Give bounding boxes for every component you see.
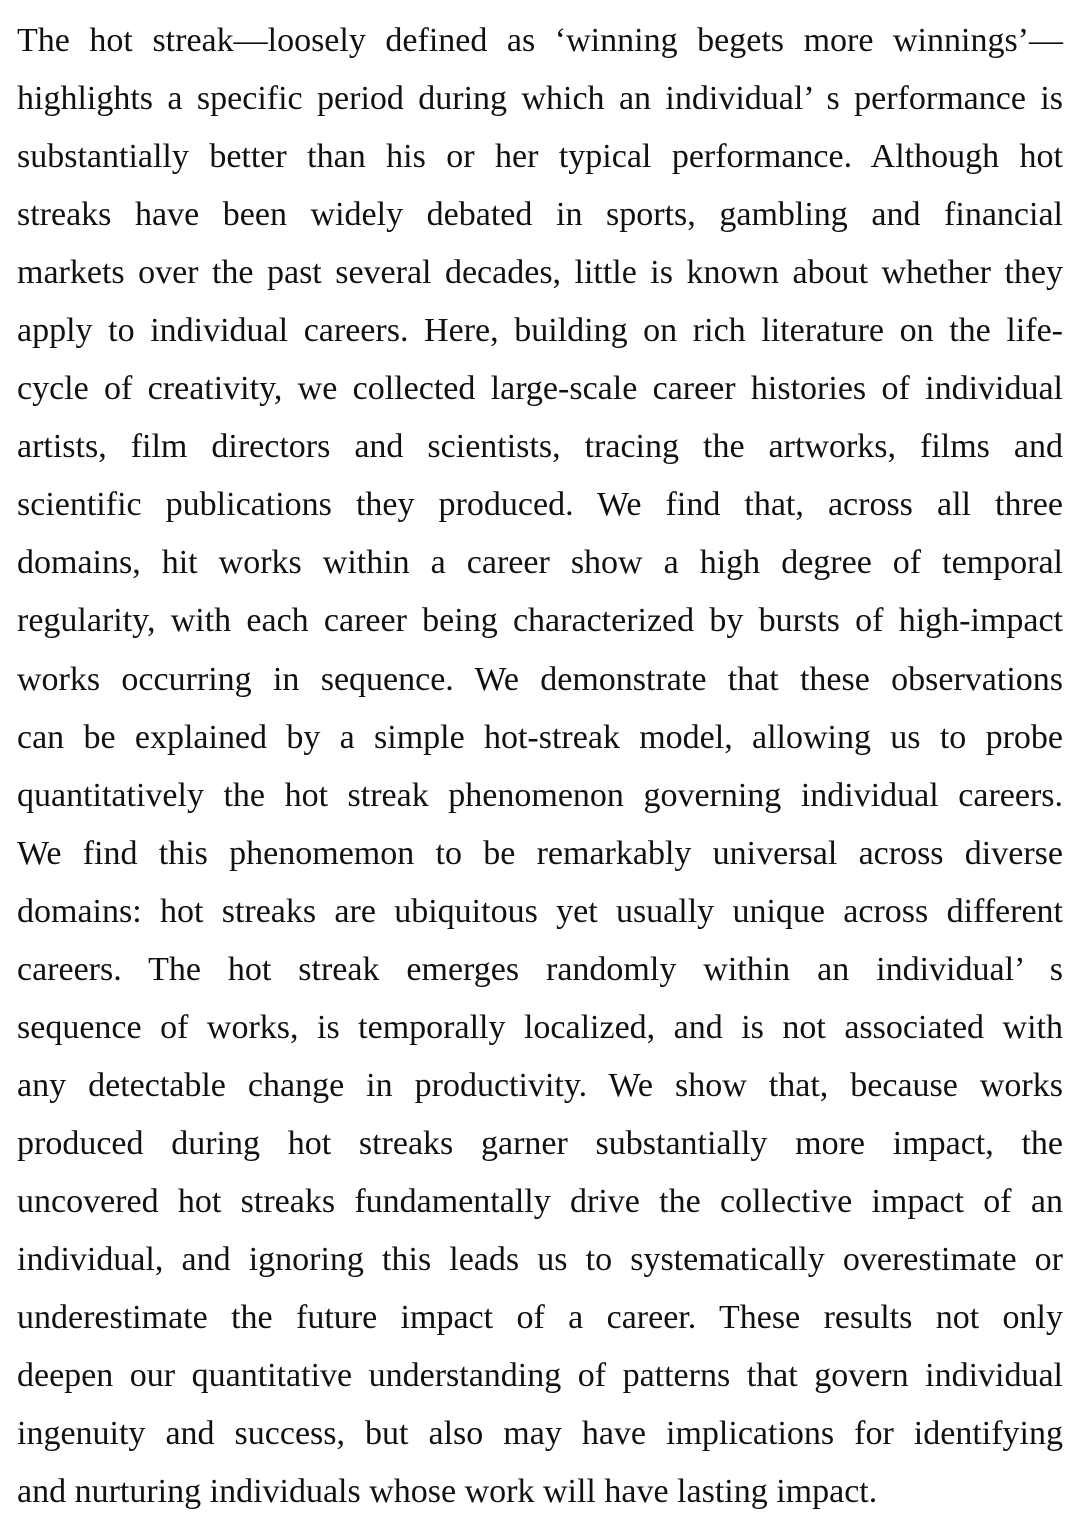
abstract-text-block	[17, 12, 1063, 1521]
text-line: underestimate the future impact of a career. These results not only	[17, 1299, 1063, 1337]
text-line: scientific publications they produced. We find that, across all three	[17, 486, 1063, 524]
text-line: ingenuity and success, but also may have implications for identifying	[17, 1415, 1063, 1453]
text-line: uncovered hot streaks fundamentally drive the collective impact of an	[17, 1182, 1063, 1220]
text-line: apply to individual careers. Here, building on rich literature on the life-	[17, 312, 1063, 350]
text-line: and nurturing individuals whose work will have lasting impact.	[17, 1473, 878, 1511]
text-line: can be explained by a simple hot-streak model, allowing us to probe	[17, 718, 1063, 756]
text-line: highlights a specific period during which an individual’ s performance is	[17, 80, 1063, 118]
text-line: domains: hot streaks are ubiquitous yet usually unique across different	[17, 892, 1063, 930]
text-line: sequence of works, is temporally localized, and is not associated with	[17, 1008, 1063, 1046]
text-line: produced during hot streaks garner substantially more impact, the	[17, 1124, 1063, 1162]
text-line: individual, and ignoring this leads us to systematically overestimate or	[17, 1240, 1063, 1278]
text-line: quantitatively the hot streak phenomenon governing individual careers.	[17, 776, 1063, 814]
text-line: markets over the past several decades, little is known about whether they	[17, 254, 1063, 292]
text-line: deepen our quantitative understanding of patterns that govern individual	[17, 1357, 1063, 1395]
text-line: regularity, with each career being characterized by bursts of high-impact	[17, 602, 1063, 640]
text-line: We find this phenomemon to be remarkably universal across diverse	[17, 834, 1063, 872]
text-line: works occurring in sequence. We demonstrate that these observations	[17, 660, 1063, 698]
text-line: cycle of creativity, we collected large-scale career histories of individual	[17, 370, 1063, 408]
text-line: artists, film directors and scientists, tracing the artworks, films and	[17, 428, 1063, 466]
text-line: substantially better than his or her typical performance. Although hot	[17, 138, 1063, 176]
text-line: domains, hit works within a career show a high degree of temporal	[17, 544, 1063, 582]
text-line: careers. The hot streak emerges randomly within an individual’ s	[17, 950, 1063, 988]
text-line: any detectable change in productivity. We show that, because works	[17, 1066, 1063, 1104]
text-line: The hot streak—loosely defined as ‘winning begets more winnings’—	[17, 22, 1063, 59]
text-line: streaks have been widely debated in sports, gambling and financial	[17, 196, 1063, 234]
